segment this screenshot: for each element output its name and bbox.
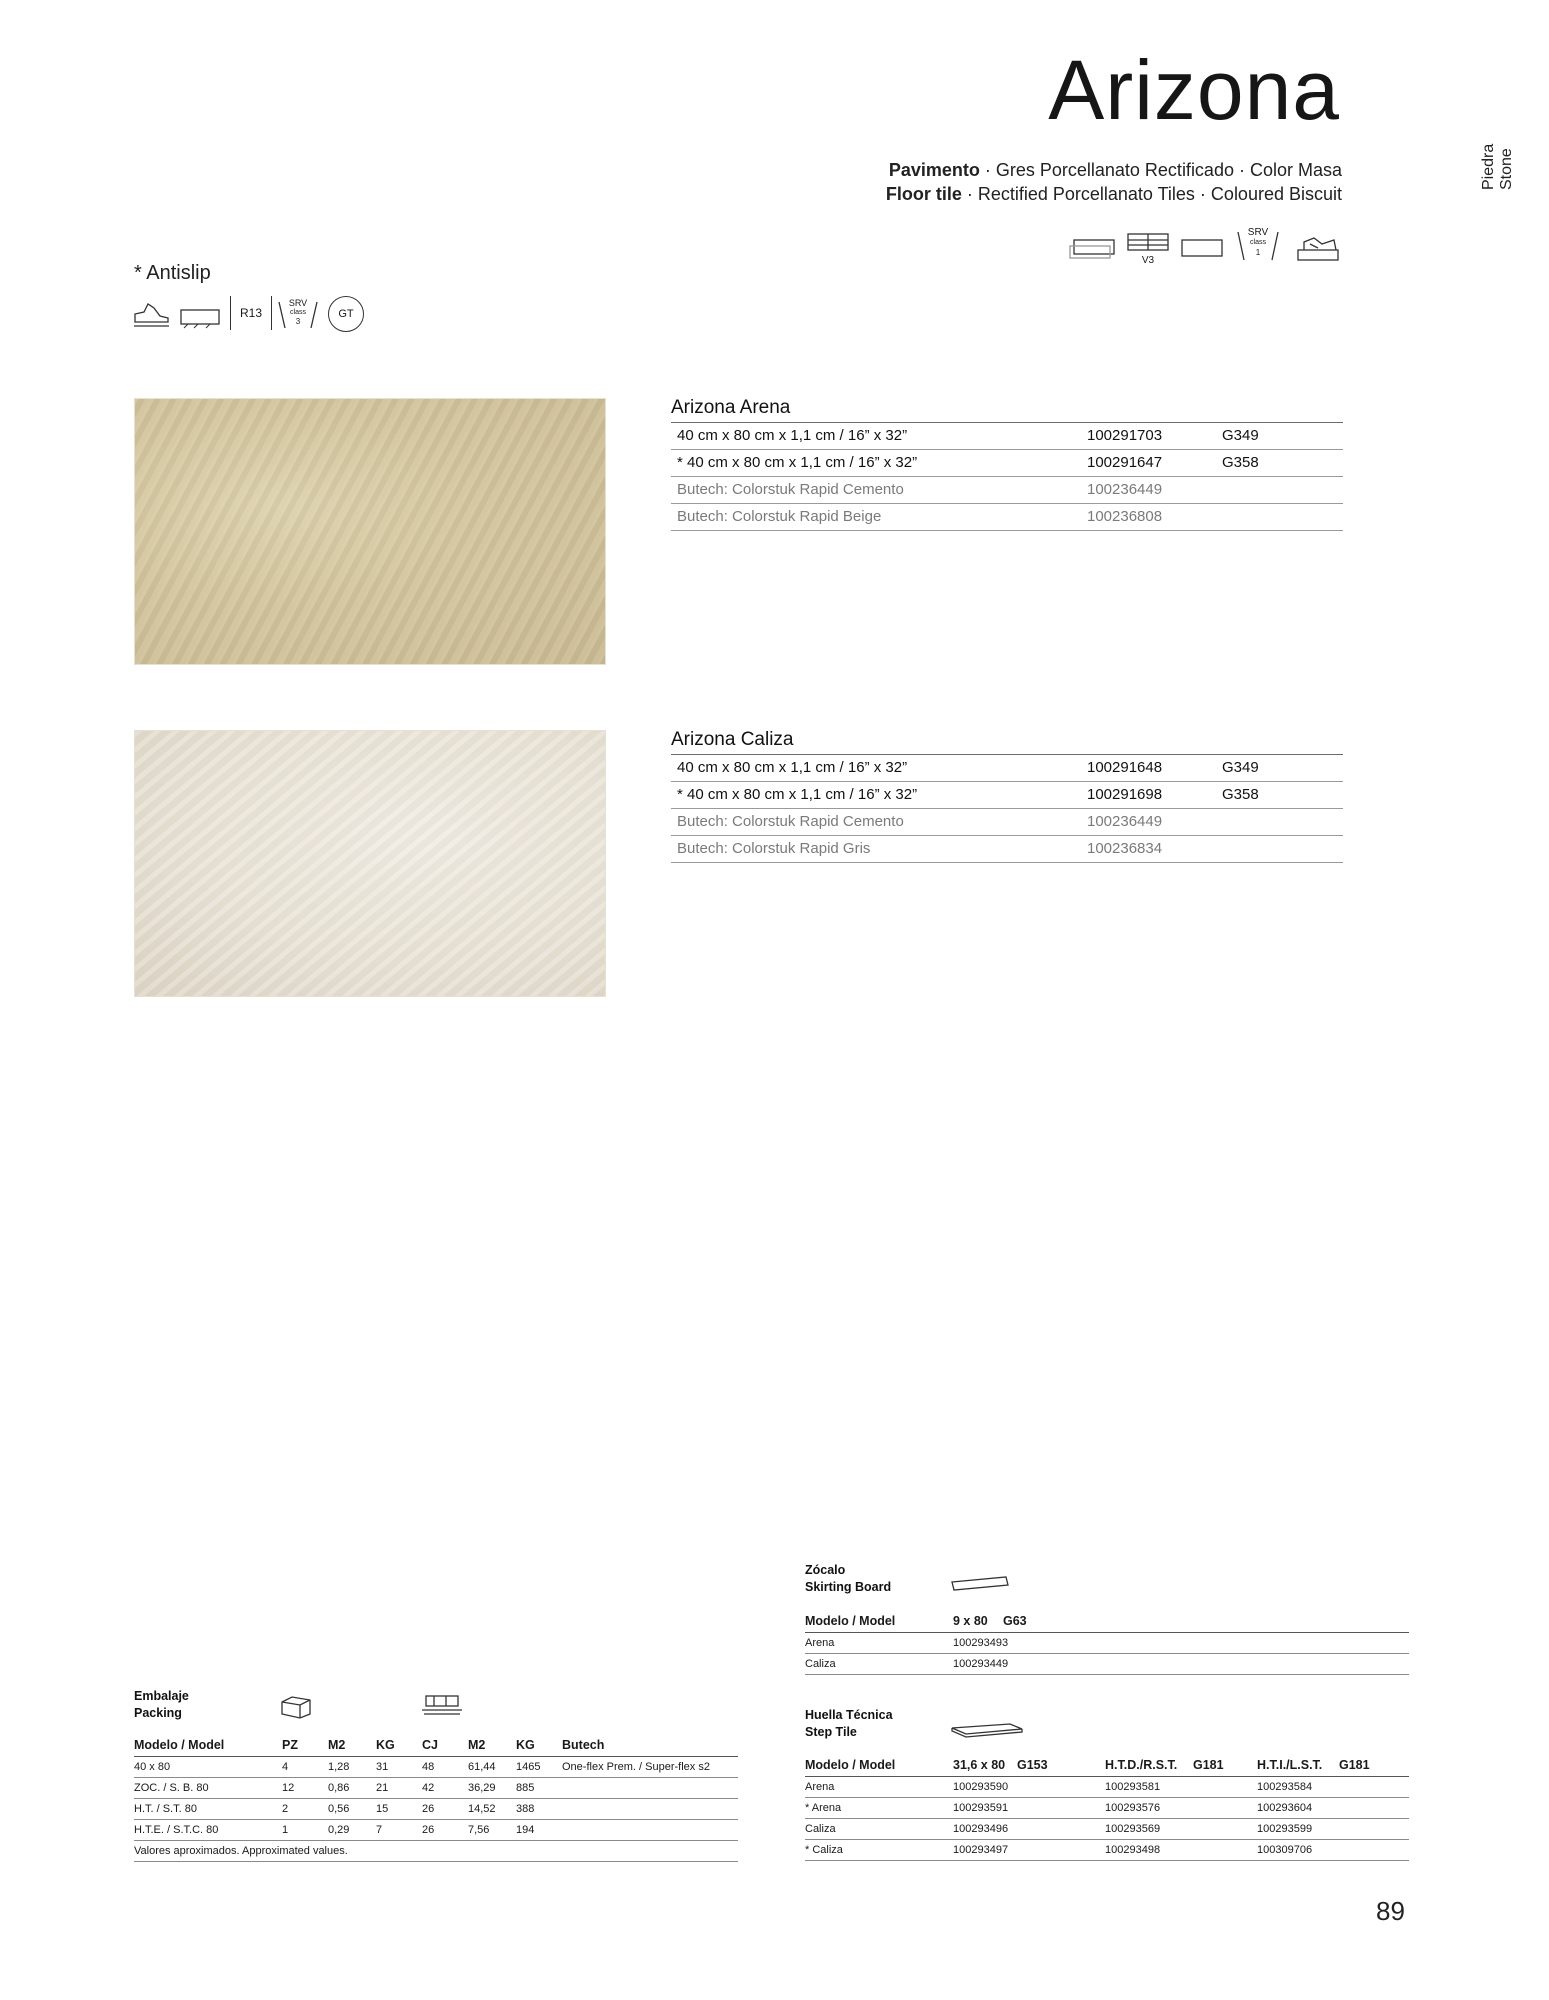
srv-class-text: class — [1250, 239, 1266, 246]
table-row: Butech: Colorstuk Rapid Beige 100236808 — [671, 504, 1343, 531]
product-icons-top — [1068, 222, 1348, 280]
table-row: 40 cm x 80 cm x 1,1 cm / 16” x 32” 100291648 G349 — [671, 755, 1343, 782]
table-row: 40 x 80 4 1,28 31 48 61,44 1465 One-flex Prem. / Super-flex s2 — [134, 1757, 738, 1778]
subtitle-en — [600, 182, 1342, 206]
table-row: H.T. / S.T. 80 2 0,56 15 26 14,52 388 — [134, 1799, 738, 1820]
antislip-heading: * Antislip — [134, 262, 211, 284]
skirting-label-en: Skirting Board — [805, 1580, 892, 1594]
subtitle-es — [600, 158, 1342, 182]
table-row: ZOC. / S. B. 80 12 0,86 21 42 36,29 885 — [134, 1778, 738, 1799]
packing-label-en: Packing — [134, 1706, 182, 1720]
packing-note: Valores aproximados. Approximated values. — [134, 1841, 738, 1862]
skirting-label — [805, 1562, 891, 1596]
packing-table — [134, 1734, 738, 1862]
gt-certification-icon: GT — [328, 296, 364, 332]
page-title: Arizona — [1048, 43, 1340, 137]
tile-image-arena — [134, 398, 606, 665]
side-category-label — [1480, 100, 1516, 190]
table-row: Caliza 100293496 100293569 100293599 — [805, 1819, 1409, 1840]
packing-label-es: Embalaje — [134, 1689, 189, 1703]
exterior-tile-icon — [178, 306, 222, 334]
table-header: Modelo / Model 9 x 80 G63 — [805, 1610, 1409, 1633]
side-label-en: Stone — [1498, 148, 1515, 190]
table-header: Modelo / Model 31,6 x 80 G153 H.T.D./R.S.T. G181 H.T.I./L.S.T. G181 — [805, 1754, 1409, 1777]
box-icon — [278, 1694, 314, 1720]
skirting-label-es: Zócalo — [805, 1563, 846, 1577]
antislip-icons — [132, 294, 392, 338]
subtitle-es-bold: Pavimento — [888, 160, 980, 180]
subtitle-es-rest: · Gres Porcellanato Rectificado · Color Masa — [979, 160, 1342, 180]
srv-class-text-antislip: class — [290, 309, 306, 316]
product-name: Arizona Arena — [671, 394, 1343, 423]
srv-class-number-antislip: 3 — [295, 317, 301, 326]
v3-label: V3 — [1141, 255, 1155, 266]
skirting-board-icon — [950, 1574, 1012, 1594]
tile-image-caliza — [134, 730, 606, 997]
foot-traffic-icon — [1294, 232, 1344, 268]
v3-shade-variation-icon — [1126, 232, 1170, 266]
table-row: Caliza 100293449 — [805, 1654, 1409, 1675]
table-row: * 40 cm x 80 cm x 1,1 cm / 16” x 32” 100291698 G358 — [671, 782, 1343, 809]
table-header: Modelo / Model PZ M2 KG CJ M2 KG Butech — [134, 1734, 738, 1757]
product-name: Arizona Caliza — [671, 726, 1343, 755]
table-row: Butech: Colorstuk Rapid Cemento 100236449 — [671, 809, 1343, 836]
step-tile-icon — [950, 1720, 1026, 1742]
product-table-arena — [671, 394, 1343, 531]
srv-class-3-icon — [276, 294, 320, 336]
table-row: 40 cm x 80 cm x 1,1 cm / 16” x 32” 100291703 G349 — [671, 423, 1343, 450]
subtitle-en-bold: Floor tile — [885, 184, 962, 204]
table-row: Arena 100293493 — [805, 1633, 1409, 1654]
shoe-icon — [132, 300, 172, 330]
single-tile-icon — [1068, 234, 1118, 264]
srv-text-antislip: SRV — [288, 298, 308, 308]
srv-class-number: 1 — [1255, 248, 1261, 257]
table-row: Arena 100293590 100293581 100293584 — [805, 1777, 1409, 1798]
step-tile-table — [805, 1754, 1409, 1861]
table-row: * 40 cm x 80 cm x 1,1 cm / 16” x 32” 100291647 G358 — [671, 450, 1343, 477]
step-tile-label — [805, 1707, 893, 1741]
table-row: * Arena 100293591 100293576 100293604 — [805, 1798, 1409, 1819]
step-label-es: Huella Técnica — [805, 1708, 893, 1722]
pallet-icon — [420, 1692, 466, 1718]
table-row: Butech: Colorstuk Rapid Cemento 100236449 — [671, 477, 1343, 504]
page-number: 89 — [1376, 1896, 1405, 1926]
side-label-es: Piedra — [1480, 143, 1497, 190]
subtitle-en-rest: · Rectified Porcellanato Tiles · Coloured Biscuit — [961, 184, 1342, 204]
step-label-en: Step Tile — [805, 1725, 857, 1739]
skirting-table — [805, 1610, 1409, 1675]
table-row: Butech: Colorstuk Rapid Gris 100236834 — [671, 836, 1343, 863]
product-table-caliza — [671, 726, 1343, 863]
table-row: * Caliza 100293497 100293498 100309706 — [805, 1840, 1409, 1861]
table-row: H.T.E. / S.T.C. 80 1 0,29 7 26 7,56 194 — [134, 1820, 738, 1841]
packing-label — [134, 1688, 189, 1722]
srv-class-1-icon — [1234, 222, 1282, 268]
srv-text: SRV — [1247, 227, 1269, 238]
rectangle-tile-icon — [1180, 238, 1226, 262]
r13-slip-rating-icon: R13 — [230, 296, 272, 330]
